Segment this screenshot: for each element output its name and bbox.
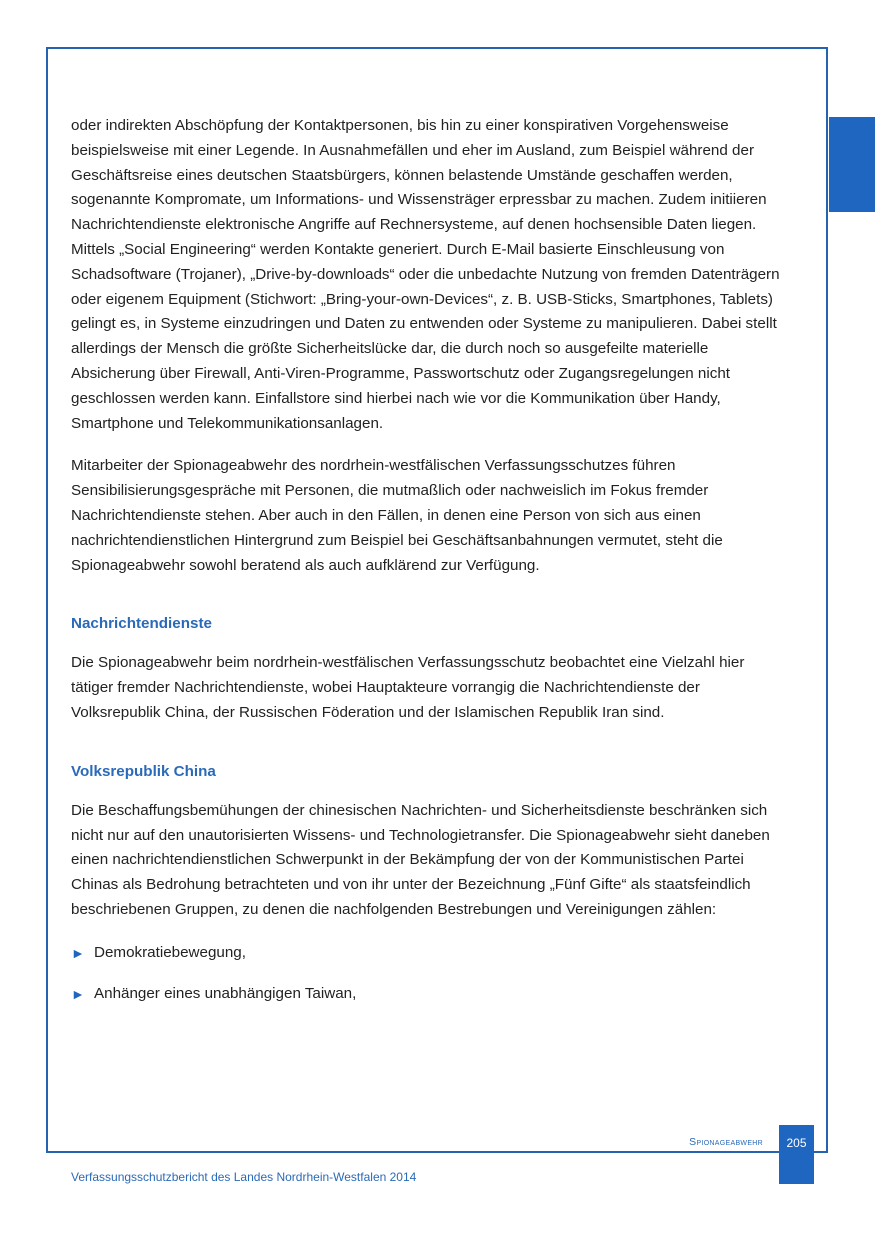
body-paragraph: oder indirekten Abschöpfung der Kontaktpersonen, bis hin zu einer konspirativen Vorgehensweise beispielsweise mit einer Legende. In Ausnahmefällen und eher im Ausland, zum Beispiel während der Geschäftsreise eines deutschen Staatsbürgers, können belastende Umstände geschaffen werden, sogenannte Kompromate, um Informations- und Wissensträger erpressbar zu machen. Zudem initiieren Nachrichtendienste elektronische Angriffe auf Rechnersysteme, auf denen hochsensible Daten liegen. Mittels „Social Engineering“ werden Kontakte generiert. Durch E-Mail basierte Einschleusung von Schadsoftware (Trojaner), „Drive-by-downloads“ oder die unbedachte Nutzung von fremden Datenträgern oder eigenem Equipment (Stichwort: „Bring-your-own-Devices“, z. B. USB-Sticks, Smartphones, Tablets) gelingt es, in Systeme einzudringen und Daten zu entwenden oder Systeme zu manipulieren. Dabei stellt allerdings der Mensch die größte Sicherheitslücke dar, die durch noch so ausgefeilte materielle Absicherung über Firewall, Anti-Viren-Programme, Passwortschutz oder Zugangsregelungen nicht geschlossen werden kann. Einfallstore sind hierbei nach wie vor die Kommunikation über Handy, Smartphone und Telekommunikationsanlagen. xyxy=(71,117,780,432)
page-number: 205 xyxy=(786,1136,807,1150)
footer-section-label: Spionageabwehr xyxy=(689,1136,763,1148)
page-content xyxy=(71,114,787,1022)
bullet-arrow-icon: ► xyxy=(71,944,85,961)
publication-title: Verfassungsschutzbericht des Landes Nordrhein-Westfalen 2014 xyxy=(71,1170,417,1184)
body-paragraph: Die Spionageabwehr beim nordrhein-westfälischen Verfassungsschutz beobachtet eine Vielzahl hier tätiger fremder Nachrichtendienste, wobei Hauptakteure vorrangig die Nachrichtendienste der Volksrepublik China, der Russischen Föderation und der Islamischen Republik Iran sind. xyxy=(71,654,745,721)
section-heading: Volksrepublik China xyxy=(71,762,216,780)
list-item xyxy=(71,941,787,966)
body-paragraph: Mitarbeiter der Spionageabwehr des nordrhein-westfälischen Verfassungsschutzes führen Sensibilisierungsgespräche mit Personen, die mutmaßlich oder nachweislich im Fokus fremder Nachrichtendienste stehen. Aber auch in den Fällen, in denen eine Person von sich aus einen nachrichtendienstlichen Hintergrund zum Beispiel bei Geschäftsanbahnungen vermutet, steht die Spionageabwehr sowohl beratend als auch aufklärend zur Verfügung. xyxy=(71,457,723,574)
list-item-text: Anhänger eines unabhängigen Taiwan, xyxy=(94,984,357,1002)
list-item xyxy=(71,982,787,1007)
chapter-side-tab xyxy=(829,117,875,212)
page-number-box xyxy=(779,1125,814,1184)
list-item-text: Demokratiebewegung, xyxy=(94,943,246,961)
section-heading: Nachrichtendienste xyxy=(71,615,212,633)
body-paragraph: Die Beschaffungsbemühungen der chinesischen Nachrichten- und Sicherheitsdienste beschränken sich nicht nur auf den unautorisierten Wissens- und Technologietransfer. Die Spionageabwehr sieht daneben einen nachrichtendienstlichen Schwerpunkt in der Bekämpfung der von der Kommunistischen Partei Chinas als Bedrohung betrachteten und von ihr unter der Bezeichnung „Fünf Gifte“ als staatsfeindlich beschriebenen Gruppen, zu denen die nachfolgenden Bestrebungen und Vereinigungen zählen: xyxy=(71,801,770,918)
bullet-arrow-icon: ► xyxy=(71,985,85,1002)
